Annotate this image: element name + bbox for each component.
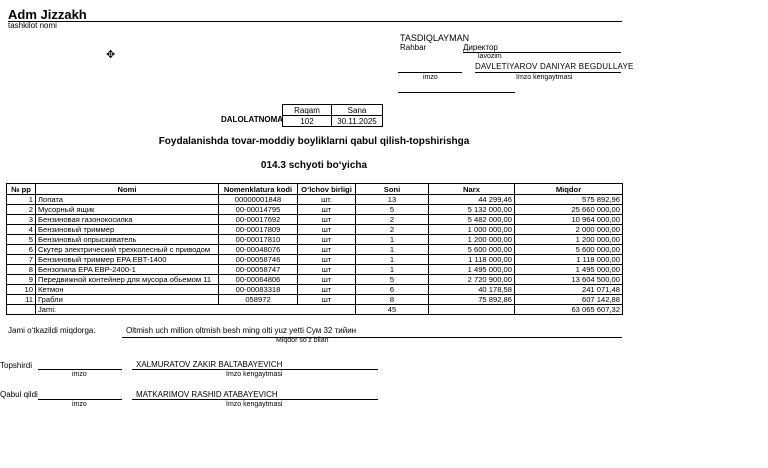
table-row bbox=[7, 285, 623, 295]
cell: 2 bbox=[356, 215, 429, 225]
cell: шт bbox=[298, 265, 356, 275]
handover-name-line bbox=[132, 369, 378, 370]
cell: Лопата bbox=[36, 195, 219, 205]
approval-name-line bbox=[475, 72, 621, 73]
cell: Бензиновый триммер bbox=[36, 225, 219, 235]
cell: Кетмон bbox=[36, 285, 219, 295]
table-row bbox=[7, 265, 623, 275]
cell: 00-00058747 bbox=[219, 265, 298, 275]
cell: 10 bbox=[7, 285, 36, 295]
handover-signature-caption: imzo bbox=[72, 371, 87, 378]
column-header: Nomenklatura kodi bbox=[219, 184, 298, 195]
handover-name: XALMURATOV ZAKIR BALTABAYEVICH bbox=[136, 360, 283, 369]
cell: 607 142,88 bbox=[515, 295, 623, 305]
table-row bbox=[7, 255, 623, 265]
summary-label: Jami oʻtkazildi miqdorga: bbox=[8, 326, 96, 335]
cell: 2 bbox=[7, 205, 36, 215]
cell: 5 bbox=[7, 235, 36, 245]
handover-label: Topshirdi bbox=[0, 361, 33, 370]
document-meta-table bbox=[282, 104, 383, 127]
cell: шт bbox=[298, 255, 356, 265]
handover-name-caption: Imzo kengaytmasi bbox=[226, 371, 283, 378]
cell: 13 bbox=[356, 195, 429, 205]
number-header: Raqam bbox=[283, 105, 332, 116]
cell: 5 600 000,00 bbox=[429, 245, 515, 255]
approval-role: Rahbar bbox=[400, 43, 427, 52]
cell: 75 892,86 bbox=[429, 295, 515, 305]
cell: шт bbox=[298, 295, 356, 305]
cell: шт bbox=[298, 205, 356, 215]
cell: Бензиновый триммер EPA EBT-1400 bbox=[36, 255, 219, 265]
cell: шт bbox=[298, 225, 356, 235]
receiver-signature-caption: imzo bbox=[72, 401, 87, 408]
receiver-label: Qabul qildi bbox=[0, 390, 38, 399]
cell: 5 482 000,00 bbox=[429, 215, 515, 225]
approval-extra-line bbox=[398, 92, 515, 93]
cell: 11 bbox=[7, 295, 36, 305]
cell: 2 000 000,00 bbox=[515, 225, 623, 235]
table-row bbox=[7, 295, 623, 305]
document-label: DALOLATNOMA bbox=[221, 115, 284, 124]
document-date: 30.11.2025 bbox=[332, 116, 383, 127]
cell: 00-00083318 bbox=[219, 285, 298, 295]
cell: 1 bbox=[356, 235, 429, 245]
column-header: Narx bbox=[429, 184, 515, 195]
cell: шт bbox=[298, 235, 356, 245]
approval-position-caption: lavozim bbox=[478, 53, 502, 60]
approval-signature-line bbox=[398, 72, 462, 73]
cell: Бензопила EPA EBP-2400-1 bbox=[36, 265, 219, 275]
approval-name-caption: Imzo kengaytmasi bbox=[516, 74, 573, 81]
cell: 058972 bbox=[219, 295, 298, 305]
cell: 40 178,58 bbox=[429, 285, 515, 295]
handover-signature-line bbox=[38, 369, 122, 370]
table-header-row bbox=[7, 184, 623, 195]
cell: 6 bbox=[356, 285, 429, 295]
cell: 8 bbox=[356, 295, 429, 305]
cell: Грабли bbox=[36, 295, 219, 305]
cell: 10 964 000,00 bbox=[515, 215, 623, 225]
cell: Бензиновый опрыскиватель bbox=[36, 235, 219, 245]
table-total-row bbox=[7, 305, 623, 315]
total-label: Jami: bbox=[36, 305, 356, 315]
cell: 7 bbox=[7, 255, 36, 265]
cell: 3 bbox=[7, 215, 36, 225]
move-cursor-icon: ✥ bbox=[106, 49, 116, 61]
organization-underline bbox=[8, 21, 622, 22]
cell: 00-00058746 bbox=[219, 255, 298, 265]
date-header: Sana bbox=[332, 105, 383, 116]
document-subtitle: 014.3 schyoti boʻyicha bbox=[260, 160, 368, 171]
cell: 44 299,46 bbox=[429, 195, 515, 205]
table-row bbox=[7, 225, 623, 235]
summary-caption: Miqdor soʻz bilan bbox=[276, 337, 329, 344]
total-amount: 63 065 607,32 bbox=[515, 305, 623, 315]
cell: 5 600 000,00 bbox=[515, 245, 623, 255]
approval-position: Директор bbox=[463, 43, 498, 52]
cell bbox=[429, 305, 515, 315]
cell: 00-00014795 bbox=[219, 205, 298, 215]
cell: шт. bbox=[298, 195, 356, 205]
table-row bbox=[7, 195, 623, 205]
cell: 6 bbox=[7, 245, 36, 255]
cell: 1 200 000,00 bbox=[429, 235, 515, 245]
receiver-name-line bbox=[132, 399, 378, 400]
document-number: 102 bbox=[283, 116, 332, 127]
document-title: Foydalanishda tovar-moddiy boyliklarni qabul qilish-topshirishga bbox=[158, 136, 470, 147]
column-header: Miqdor bbox=[515, 184, 623, 195]
cell: 25 660 000,00 bbox=[515, 205, 623, 215]
cell: 00-00064806 bbox=[219, 275, 298, 285]
cell: Мусорный ящик bbox=[36, 205, 219, 215]
receiver-name-caption: Imzo kengaytmasi bbox=[226, 401, 283, 408]
organization-name: Adm Jizzakh bbox=[8, 7, 87, 22]
cell: шт bbox=[298, 215, 356, 225]
column-header: № pp bbox=[7, 184, 36, 195]
cell: 00-00017692 bbox=[219, 215, 298, 225]
cell: 00-00017809 bbox=[219, 225, 298, 235]
cell: 1 118 000,00 bbox=[515, 255, 623, 265]
cell: шт bbox=[298, 275, 356, 285]
receiver-signature-line bbox=[38, 399, 122, 400]
cell: шт bbox=[298, 285, 356, 295]
cell: 5 132 000,00 bbox=[429, 205, 515, 215]
cell: 9 bbox=[7, 275, 36, 285]
items-table bbox=[6, 183, 623, 315]
cell: 13 604 500,00 bbox=[515, 275, 623, 285]
cell: 1 bbox=[356, 245, 429, 255]
column-header: Nomi bbox=[36, 184, 219, 195]
column-header: Oʻlchov birligi bbox=[298, 184, 356, 195]
cell: Скутер электрический трехколесный с приводом bbox=[36, 245, 219, 255]
approval-signature-caption: imzo bbox=[423, 74, 438, 81]
table-row bbox=[7, 235, 623, 245]
summary-line bbox=[122, 337, 622, 338]
cell: 1 bbox=[7, 195, 36, 205]
table-row bbox=[7, 275, 623, 285]
cell: Бензиновая газонокосилка bbox=[36, 215, 219, 225]
cell: 2 bbox=[356, 225, 429, 235]
organization-caption: tashkilot nomi bbox=[8, 21, 57, 30]
total-quantity: 45 bbox=[356, 305, 429, 315]
cell: 5 bbox=[356, 275, 429, 285]
cell: 1 bbox=[356, 255, 429, 265]
cell: 5 bbox=[356, 205, 429, 215]
cell: 8 bbox=[7, 265, 36, 275]
cell: 1 495 000,00 bbox=[429, 265, 515, 275]
approval-name: DAVLETIYAROV DANIYAR BEGDULLAYE bbox=[475, 62, 634, 71]
column-header: Soni bbox=[356, 184, 429, 195]
cell: 1 000 000,00 bbox=[429, 225, 515, 235]
cell: 00-00017810 bbox=[219, 235, 298, 245]
cell: 00-00048076 bbox=[219, 245, 298, 255]
table-row bbox=[7, 215, 623, 225]
cell: 2 720 900,00 bbox=[429, 275, 515, 285]
cell: шт bbox=[298, 245, 356, 255]
approval-title: TASDIQLAYMAN bbox=[400, 33, 470, 43]
cell: 575 892,96 bbox=[515, 195, 623, 205]
cell: 241 071,48 bbox=[515, 285, 623, 295]
cell: 4 bbox=[7, 225, 36, 235]
cell bbox=[7, 305, 36, 315]
cell: 00000001848 bbox=[219, 195, 298, 205]
cell: 1 495 000,00 bbox=[515, 265, 623, 275]
cell: 1 118 000,00 bbox=[429, 255, 515, 265]
receiver-name: MATKARIMOV RASHID ATABAYEVICH bbox=[136, 390, 278, 399]
table-row bbox=[7, 205, 623, 215]
table-row bbox=[7, 245, 623, 255]
cell: 1 200 000,00 bbox=[515, 235, 623, 245]
summary-text: Oltmish uch million oltmish besh ming olti yuz yetti Сум 32 тийин bbox=[126, 326, 357, 335]
cell: 1 bbox=[356, 265, 429, 275]
cell: Передвижной контейнер для мусора обьемом 11 bbox=[36, 275, 219, 285]
